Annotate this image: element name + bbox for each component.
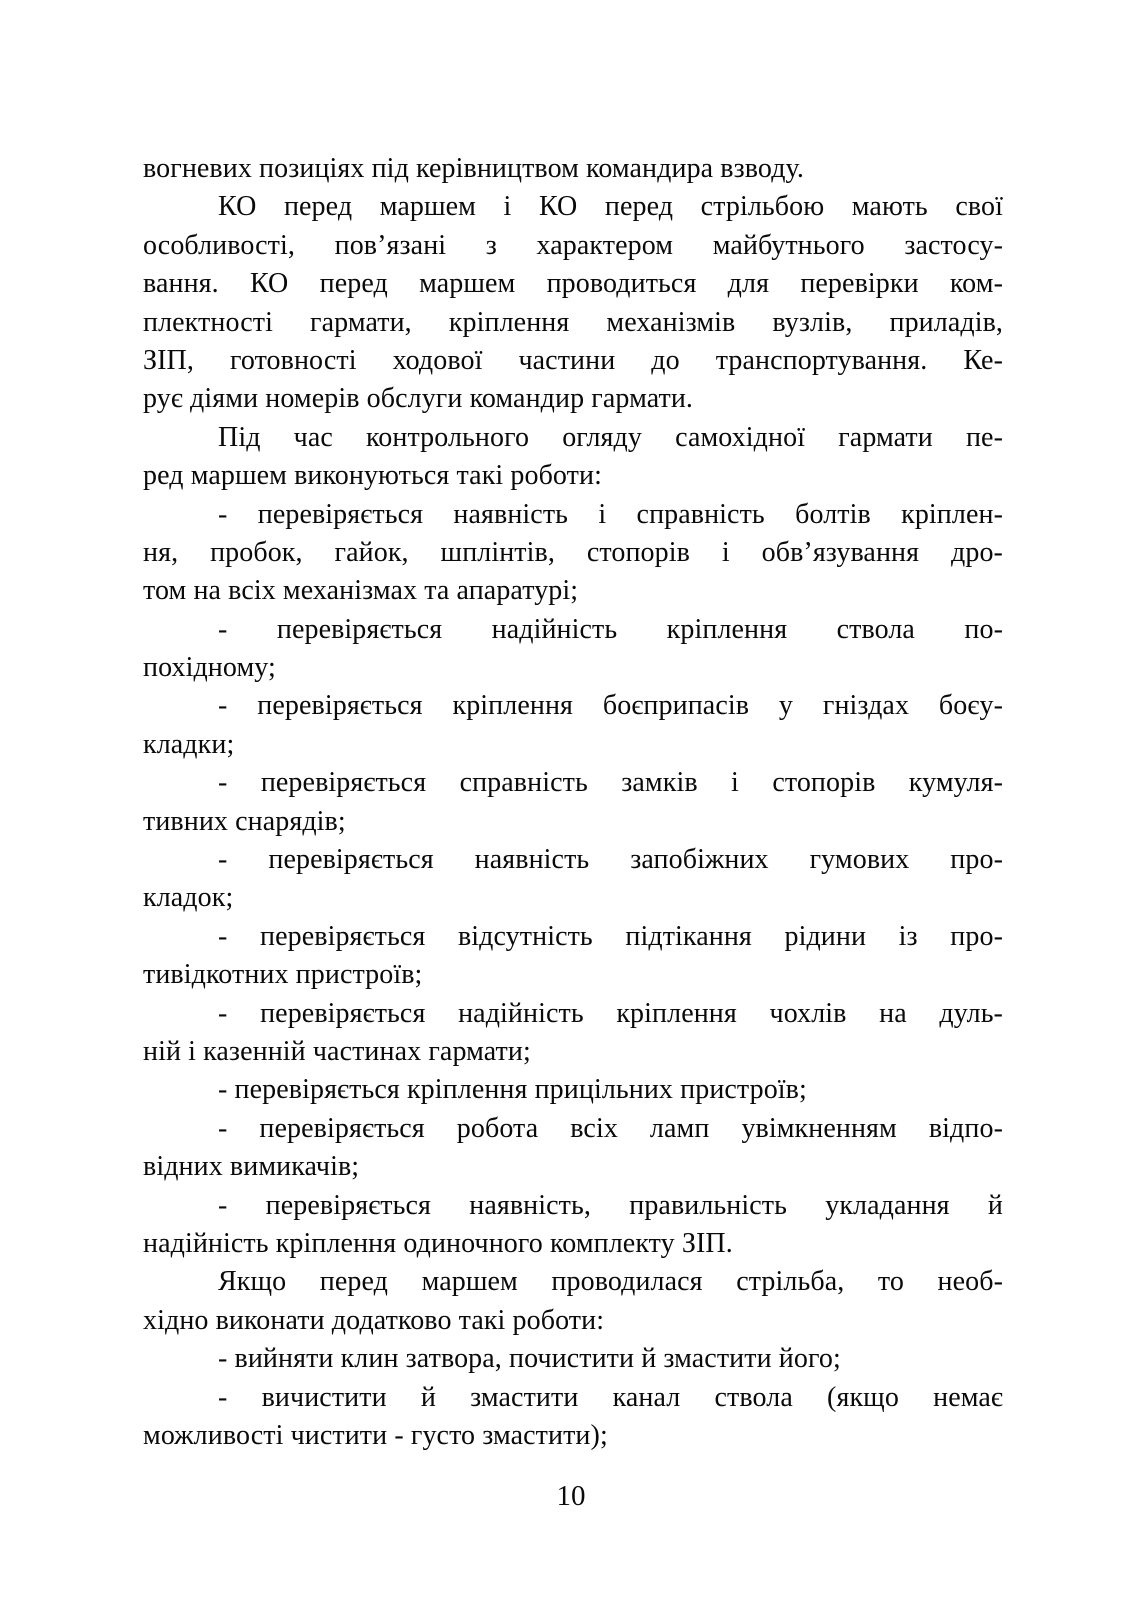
text-line: надійність кріплення одиночного комплекту ЗІП. xyxy=(143,1227,733,1259)
text-line: тивних снарядів; xyxy=(143,805,346,837)
text-line: тивідкотних пристроїв; xyxy=(143,959,423,991)
text-line: - перевіряється кріплення боєприпасів у гніздах боєу- xyxy=(218,690,1003,722)
text-line: том на всіх механізмах та апаратурі; xyxy=(143,575,579,607)
text-line: вання. КО перед маршем проводиться для перевірки ком- xyxy=(143,268,1003,300)
text-line: - перевіряється надійність кріплення чохлів на дуль- xyxy=(218,997,1003,1029)
text-line: - вийняти клин затвора, почистити й змастити його; xyxy=(218,1343,841,1375)
text-line: хідно виконати додатково такі роботи: xyxy=(143,1304,605,1336)
text-line: кладок; xyxy=(143,882,234,914)
text-line: - перевіряється надійність кріплення ствола по- xyxy=(218,613,1003,645)
text-line: рує діями номерів обслуги командир гармати. xyxy=(143,383,694,415)
text-line: - перевіряється кріплення прицільних пристроїв; xyxy=(218,1074,807,1106)
text-line: кладки; xyxy=(143,728,235,760)
text-line: можливості чистити - густо змастити); xyxy=(143,1419,608,1451)
text-line: - перевіряється наявність, правильність укладання й xyxy=(218,1189,1003,1221)
text-line: - перевіряється справність замків і стопорів кумуля- xyxy=(218,767,1003,799)
text-line: похідному; xyxy=(143,652,276,684)
text-line: - перевіряється робота всіх ламп увімкненням відпо- xyxy=(218,1112,1003,1144)
text-line: ред маршем виконуються такі роботи: xyxy=(143,460,602,492)
body-text xyxy=(143,150,1003,1455)
text-line: - перевіряється відсутність підтікання рідини із про- xyxy=(218,920,1003,952)
text-line: ня, пробок, гайок, шплінтів, стопорів і обв’язування дро- xyxy=(143,536,1003,568)
page-number: 10 xyxy=(556,1480,586,1512)
text-line: Під час контрольного огляду самохідної гармати пе- xyxy=(218,421,1003,453)
text-line: КО перед маршем і КО перед стрільбою мають свої xyxy=(218,191,1003,223)
text-line: ЗІП, готовності ходової частини до транспортування. Ке- xyxy=(143,344,1003,376)
text-line: плектності гармати, кріплення механізмів вузлів, приладів, xyxy=(143,306,1003,338)
text-line: - перевіряється наявність і справність болтів кріплен- xyxy=(218,498,1003,530)
text-line: Якщо перед маршем проводилася стрільба, то необ- xyxy=(218,1266,1003,1298)
text-line: вогневих позиціях під керівництвом командира взводу. xyxy=(143,153,804,184)
text-line: особливості, пов’язані з характером майбутнього застосу- xyxy=(143,229,1003,261)
text-line: відних вимикачів; xyxy=(143,1151,360,1183)
text-line: - вичистити й змастити канал ствола (якщо немає xyxy=(218,1381,1003,1413)
text-line: - перевіряється наявність запобіжних гумових про- xyxy=(218,844,1003,876)
text-line: ній і казенній частинах гармати; xyxy=(143,1035,531,1067)
